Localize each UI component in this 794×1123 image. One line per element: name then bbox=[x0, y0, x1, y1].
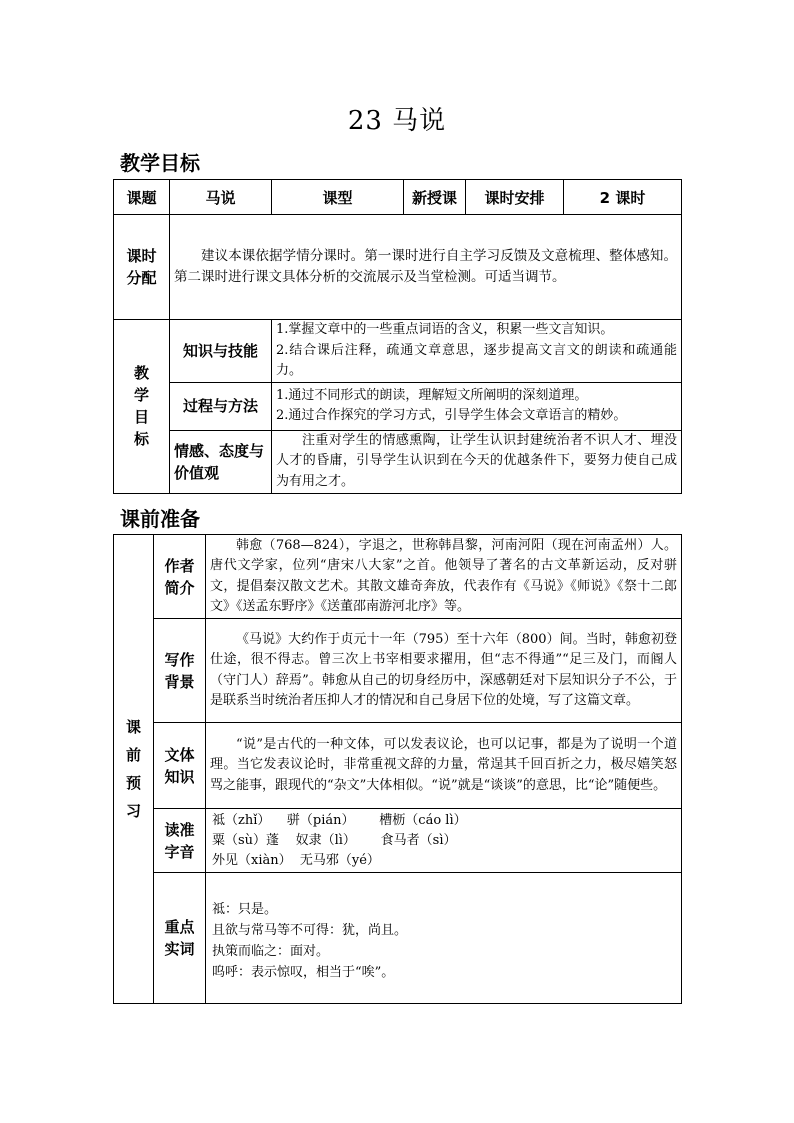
goal-row bbox=[114, 382, 682, 430]
vertical-char: 预 bbox=[125, 774, 141, 792]
pronunciation-line: 祗（zhǐ） 骈（pián） 槽枥（cáo lì） bbox=[212, 812, 467, 828]
pronunciation-line: 粟（sù）蓬 奴隶（lì） 食马者（sì） bbox=[212, 832, 457, 848]
prep-label-genre bbox=[154, 723, 206, 809]
label-line: 读准 bbox=[164, 820, 195, 839]
goal-label-knowledge: 知识与技能 bbox=[170, 320, 272, 383]
schedule-text: 建议本课依据学情分课时。第一课时进行自主学习反馈及文意梳理、整体感知。第二课时进行课文具体分析的交流展示及当堂检测。可适当调节。 bbox=[170, 215, 682, 320]
prep-label-keywords bbox=[154, 873, 206, 1004]
goal-line: 1.通过不同形式的朗读，理解短文所阐明的深刻道理。 bbox=[276, 387, 588, 403]
label-line: 重点 bbox=[164, 918, 195, 936]
vertical-char: 标 bbox=[133, 430, 149, 449]
keyword-line: 且欲与常马等不可得：犹，尚且。 bbox=[212, 923, 408, 938]
schedule-row bbox=[114, 215, 682, 320]
prep-row bbox=[114, 809, 682, 873]
goal-text-emotion: 注重对学生的情感熏陶，让学生认识封建统治者不识人才、埋没人才的昏庸，引导学生认识到在今天的优越条件下，要努力使自己成为有用之才。 bbox=[272, 430, 682, 493]
header-cell-type-value: 新授课 bbox=[404, 180, 466, 215]
header-cell-lesson-label: 课题 bbox=[114, 180, 170, 215]
prep-text-keywords bbox=[206, 873, 682, 1004]
goals-vertical-label bbox=[114, 320, 170, 494]
keyword-line: 祗：只是。 bbox=[212, 902, 278, 917]
header-cell-lesson-value: 马说 bbox=[170, 180, 272, 215]
schedule-label-line: 课时 bbox=[126, 247, 157, 265]
label-line: 知识 bbox=[164, 767, 195, 786]
prep-text-genre: “说”是古代的一种文体，可以发表议论，也可以记事，都是为了说明一个道理。当它发表议论时，非常重视文辞的力量，常逞其千回百折之力，极尽嬉笑怒骂之能事，跟现代的“杂文”大体相似。“说”就是“谈谈”的意思，比“论”随便些。 bbox=[206, 723, 682, 809]
prep-row bbox=[114, 873, 682, 1004]
header-cell-schedule-value: 2 课时 bbox=[564, 180, 682, 215]
goal-row bbox=[114, 320, 682, 383]
vertical-char: 教 bbox=[133, 364, 149, 383]
vertical-char: 前 bbox=[125, 746, 141, 764]
teaching-goals-table bbox=[113, 179, 682, 494]
label-line: 背景 bbox=[164, 672, 195, 691]
header-cell-type-label: 课型 bbox=[272, 180, 404, 215]
prep-row bbox=[114, 619, 682, 723]
goal-line: 2.结合课后注释，疏通文章意思，逐步提高文言文的朗读和疏通能力。 bbox=[276, 342, 677, 378]
prep-text-pronunciation bbox=[206, 809, 682, 873]
header-row bbox=[114, 180, 682, 215]
schedule-label-line: 分配 bbox=[126, 269, 157, 287]
prep-row bbox=[114, 723, 682, 809]
label-line: 写作 bbox=[164, 650, 195, 669]
section-heading-teaching-goals: 教学目标 bbox=[120, 151, 200, 175]
page-title: 23 马说 bbox=[347, 106, 447, 136]
keyword-line: 呜呼：表示惊叹，相当于“唉”。 bbox=[212, 965, 395, 980]
prep-label-background bbox=[154, 619, 206, 723]
pronunciation-line: 外见（xiàn） 无马邪（yé） bbox=[212, 852, 380, 868]
vertical-char: 习 bbox=[125, 802, 141, 820]
schedule-label bbox=[114, 215, 170, 320]
label-line: 简介 bbox=[164, 578, 195, 597]
goal-line: 2.通过合作探究的学习方式，引导学生体会文章语言的精妙。 bbox=[276, 408, 627, 423]
keyword-line: 执策而临之：面对。 bbox=[212, 944, 330, 959]
label-line: 字音 bbox=[164, 842, 195, 861]
prep-text-background: 《马说》大约作于贞元十一年（795）至十六年（800）间。当时，韩愈初登仕途，很不得志。曾三次上书宰相要求擢用，但“志不得通”“足三及门，而阍人（守门人）辞焉”。韩愈从自己的切身经历中，深感朝廷对下层知识分子不公，于是联系当时统治者压抑人才的情况和自己身居下位的处境，写了这篇文章。 bbox=[206, 619, 682, 723]
preparation-table bbox=[113, 534, 682, 1004]
label-line: 作者 bbox=[164, 556, 195, 575]
prep-label-pronunciation bbox=[154, 809, 206, 873]
header-cell-schedule-label: 课时安排 bbox=[466, 180, 564, 215]
vertical-char: 学 bbox=[133, 386, 149, 405]
label-line: 文体 bbox=[164, 745, 195, 764]
vertical-char: 课 bbox=[125, 718, 141, 736]
prep-vertical-label bbox=[114, 535, 154, 1004]
goal-text-process bbox=[272, 382, 682, 430]
goal-label-process: 过程与方法 bbox=[170, 382, 272, 430]
section-heading-preparation: 课前准备 bbox=[120, 507, 200, 531]
goal-label-emotion: 情感、态度与价值观 bbox=[170, 430, 272, 493]
prep-row bbox=[114, 535, 682, 619]
prep-label-author bbox=[154, 535, 206, 619]
prep-text-author: 韩愈（768—824），字退之，世称韩昌黎，河南河阳（现在河南孟州）人。唐代文学家，位列“唐宋八大家”之首。他领导了著名的古文革新运动，反对骈文，提倡秦汉散文艺术。其散文雄奇奔放，代表作有《马说》《师说》《祭十二郎文》《送孟东野序》《送董邵南游河北序》等。 bbox=[206, 535, 682, 619]
label-line: 实词 bbox=[164, 940, 195, 958]
goal-line: 1.掌握文章中的一些重点词语的含义，积累一些文言知识。 bbox=[276, 322, 614, 337]
goal-row bbox=[114, 430, 682, 493]
goal-text-knowledge bbox=[272, 320, 682, 383]
vertical-char: 目 bbox=[133, 408, 149, 427]
